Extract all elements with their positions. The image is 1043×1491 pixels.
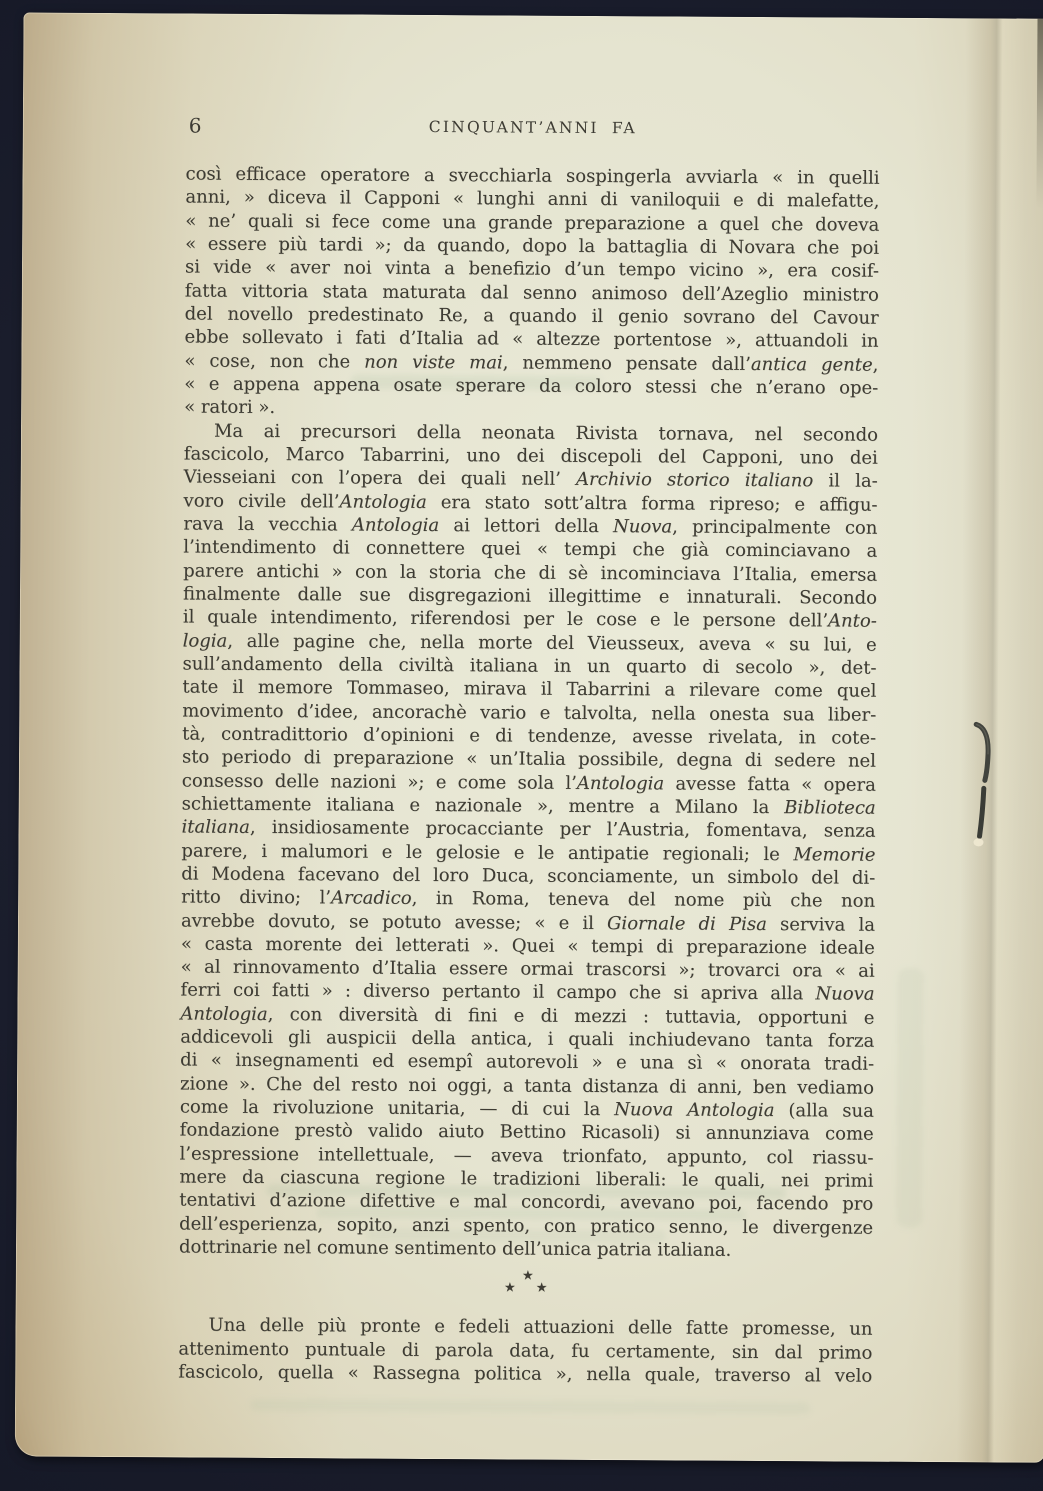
text-segment: ai lettori della (439, 514, 614, 538)
italic-text: Antologia (351, 514, 440, 536)
text-segment: di Modena facevano del loro Duca, sconciamente, un simbolo del di- (181, 863, 876, 889)
text-segment: parere, i malumori e le gelosie e le antipatie regionali; le (181, 839, 794, 865)
text-segment: , (872, 354, 879, 376)
text-segment: Viesseiani con l’opera dei quali nell’ (183, 466, 577, 491)
italic-text: antica gente (750, 353, 873, 376)
text-segment: , principalmente con (672, 516, 878, 539)
text-segment: Ma ai precursori della neonata Rivista tornava, nel secondo (213, 420, 879, 446)
text-segment: fascicolo, Marco Tabarrini, uno dei discepoli del Capponi, uno dei (183, 443, 878, 469)
text-segment: « cose, non che (184, 350, 365, 373)
italic-text: Nuova Antologia (614, 1099, 775, 1122)
text-segment: il quale intendimento, riferendosi per le cose e le persone dell’ (182, 606, 829, 632)
asterism-separator (179, 1268, 873, 1306)
text-segment: voro civile dell’ (183, 490, 340, 513)
text-segment: addicevoli gli auspicii della antica, i quali inchiudevano tanta forza (180, 1026, 875, 1052)
text-segment: tà, contradittorio d’opinioni e di tendenze, avesse rivelata, in cote- (182, 723, 877, 749)
italic-text: non viste mai (364, 351, 503, 374)
text-segment: l’espressione intellettuale, — aveva trionfato, appunto, col riassu- (179, 1143, 874, 1169)
italic-text: Giornale di Pisa (607, 912, 767, 935)
show-through-smudge (250, 1399, 810, 1414)
text-segment: serviva la (766, 913, 876, 936)
italic-text: Nuova (815, 983, 875, 1006)
text-line (179, 1236, 873, 1264)
text-segment: avrebbe dovuto, se potuto avesse; « e il (180, 909, 608, 934)
text-segment: ritto divino; l’ (181, 886, 332, 909)
text-segment: parere antichi » con la storia che di sè incominciava l’Italia, emersa (183, 560, 878, 586)
text-segment: così efficace operatore a svecchiarla sospingerla avviarla « in quelli (185, 163, 880, 189)
text-segment: , insidiosamente procacciante per l’Austria, fomentava, senza (249, 817, 876, 842)
italic-text: Memorie (793, 843, 876, 866)
body-text (178, 162, 879, 1388)
text-line (178, 1361, 872, 1389)
text-segment: del novello predestinato Re, a quando il genio sovrano del Cavour (184, 303, 879, 329)
asterism-row: ★ ★ (503, 1280, 556, 1297)
text-line (184, 372, 878, 400)
italic-text: Antologia (180, 1003, 268, 1025)
paragraph (178, 1314, 872, 1388)
text-segment: rava la vecchia (183, 513, 352, 536)
text-line (181, 886, 875, 914)
italic-text: Archivio storico italiano (575, 469, 814, 492)
italic-text: Anto- (828, 610, 877, 632)
text-segment: di « insegnamenti ed esempî autorevoli » e una sì « onorata tradi- (180, 1049, 875, 1076)
italic-text: Antologia (339, 491, 427, 513)
text-segment: avesse fatta « opera (664, 772, 876, 796)
text-segment: « casta morente dei letterati ». Quei « tempi di preparazione ideale (180, 933, 875, 959)
text-segment: « essere più tardi »; da quando, dopo la battaglia di Novara che poi (185, 233, 880, 259)
text-segment: « e appena appena osate sperare da coloro stessi che n’erano ope- (184, 373, 879, 399)
text-segment: dell’esperienza, sopito, anzi spento, con pratico senno, le divergenze (179, 1213, 874, 1239)
text-segment: il la- (813, 470, 878, 492)
text-segment: si vide « aver noi vinta a benefizio d’un tempo vicino », era cosif- (184, 256, 880, 283)
text-segment: sto periodo di preparazione « un’Italia possibile, degna di sedere nel (181, 746, 877, 772)
text-segment: « al rinnovamento d’Italia essere ormai trascorsi »; trovarci ora « ai (180, 956, 875, 982)
fold-shadow (1036, 19, 1043, 209)
text-segment: , con diversità di fini e di mezzi : tuttavia, opportuni e (267, 1003, 875, 1029)
page-number: 6 (188, 113, 203, 138)
asterism-row: ★ (521, 1268, 534, 1285)
text-segment: anni, » diceva il Capponi « lunghi anni di vaniloquii e di malefatte, (185, 186, 880, 213)
paragraph (184, 162, 880, 423)
italic-text: logia (182, 630, 228, 652)
italic-text: Arcadico (330, 887, 412, 910)
text-segment: mere da ciascuna regione le tradizioni liberali: le quali, nei primi (179, 1166, 874, 1192)
text-segment: (alla sua (774, 1100, 874, 1122)
text-segment: , nemmeno pensate dall’ (502, 352, 751, 375)
paragraph (179, 419, 878, 1263)
text-segment: fondazione prestò valido aiuto Bettino Ricasoli) si annunziava come (179, 1119, 874, 1146)
show-through-smudge (896, 968, 924, 1228)
text-segment: , in Roma, teneva del nome più che non (411, 888, 876, 912)
text-segment: , alle pagine che, nella morte del Vieusseux, aveva « su lui, e (227, 630, 877, 656)
text-segment: sull’andamento della civiltà italiana in un quarto di secolo », det- (182, 653, 877, 679)
text-line (181, 816, 875, 844)
text-segment: tentativi d’azione difettive e mal concordi, avevano poi, facendo pro (179, 1189, 874, 1216)
staple-icon (966, 718, 1001, 858)
italic-text: Nuova (613, 516, 673, 538)
page-content (178, 113, 880, 1388)
text-segment: ebbe sollevato i fati d’Italia ad « altezze portentose », attuandoli in (184, 326, 879, 353)
text-segment: l’intendimento di connettere quei « tempi che già cominciavano a (183, 536, 878, 562)
text-segment: zione ». Che del resto noi oggi, a tanta distanza di anni, ben vediamo (179, 1073, 875, 1099)
text-segment: « ratori ». (184, 396, 276, 419)
text-segment: movimento d’idee, ancorachè vario e talvolta, nella onesta sua liber- (182, 700, 877, 726)
text-segment: tate il memore Tommaseo, mirava il Tabarrini a rilevare come quel (182, 676, 877, 702)
text-segment: finalmente dalle sue disgregazioni illegittime e innaturali. Secondo (182, 583, 878, 609)
italic-text: Antologia (576, 772, 665, 794)
running-title: CINQUANT’ANNI FA (428, 117, 637, 138)
text-segment: come la rivoluzione unitaria, — di cui la (179, 1096, 615, 1121)
text-segment: era stato sott’altra forma ripreso; e affigu- (426, 491, 878, 516)
text-segment: dottrinarie nel comune sentimento dell’unica patria italiana. (178, 1236, 732, 1261)
text-segment: attenimento puntuale di parola data, fu certamente, sin dal primo (178, 1338, 873, 1364)
page-header (186, 113, 880, 141)
text-segment: fatta vittoria stata maturata dal senno animoso dell’Azeglio ministro (184, 280, 879, 306)
text-segment: schiettamente italiana e nazionale », mentre a Milano la (181, 793, 785, 819)
book-page (15, 12, 1043, 1462)
text-segment: consesso delle nazioni »; e come sola l’ (181, 770, 577, 794)
text-segment: fascicolo, quella « Rassegna politica », nella quale, traverso al velo (178, 1361, 873, 1387)
text-segment: ferri coi fatti » : diverso pertanto il campo che si apriva alla (180, 979, 816, 1005)
text-segment: « ne’ quali si fece come una grande preparazione a quel che doveva (185, 210, 880, 236)
text-segment: Una delle più pronte e fedeli attuazioni delle fatte promesse, un (208, 1315, 873, 1341)
italic-text: Biblioteca (784, 797, 876, 819)
italic-text: italiana (181, 816, 250, 839)
